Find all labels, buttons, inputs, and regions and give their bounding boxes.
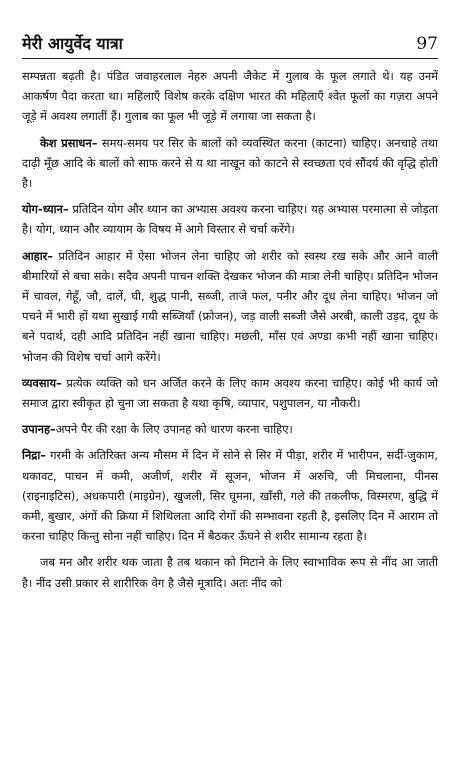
term-heading: आहार– — [22, 248, 53, 263]
paragraph-upanah — [22, 419, 438, 439]
paragraph-nidra — [22, 445, 438, 546]
running-header — [22, 26, 438, 54]
paragraph-text: प्रतिदिन आहार में ऐसा भोजन लेना चाहिए जो शरीर को स्वस्थ रख सके और आने वाली बीमारियों से बचा सके। सदैव अपनी पाचन शक्ति देखकर भोजन की मात्रा लेनी चाहिए। प्रतिदिन भोजन में चावल, गेहूँ, जौ, दालें, घी, शुद्ध पानी, सब्जी, ताजे फल, पनीर और दूध लेना चाहिए। भोजन जो पचने में भारी हों यथा सुखाई गयी सब्जियाँ (फ्रोजन), जड़ वाली सब्जी जैसे अरबी, काली उड़द, दूध के बने पदार्थ, दही आदि प्रतिदिन नहीं खाना चाहिए। मछली, माँस एवं अण्डा कभी नहीं खाना चाहिए। भोजन की विशेष चर्चा आगे करेंगे। — [22, 248, 438, 364]
paragraph-keshprasadhan — [22, 133, 438, 194]
term-heading: योग-ध्यान– — [22, 202, 69, 217]
term-heading: व्यवसाय– — [22, 375, 62, 390]
paragraph-1 — [22, 66, 438, 127]
paragraph-vyavsay — [22, 373, 438, 413]
book-title: मेरी आयुर्वेद यात्रा — [22, 34, 123, 53]
header-rule — [22, 58, 438, 59]
paragraph-text: गरमी के अतिरिक्त अन्य मौसम में दिन में सोने से सिर में पीड़ा, शरीर में भारीपन, सर्दी-जुकाम, थकावट, पाचन में कमी, अजीर्ण, शरीर में सूजन, भोजन में अरुचि, जी मिचलाना, पीनस (राइनाइटिस), अधकपारी (माइग्रेन), खुजली, सिर घूमना, खाँसी, गले की तकलीफ, विस्मरण, बुद्धि में कमी, बुखार, अंगों की क्रिया में शिथिलता आदि रोगों की सम्भावना रहती है, इसलिए दिन में आराम तो करना चाहिए किन्तु सोना नहीं चाहिए। दिन में बैठकर ऊँघने से शरीर सामान्य रहता है। — [22, 448, 438, 544]
paragraph-aahar — [22, 246, 438, 367]
term-heading: केश प्रसाधन– — [40, 135, 98, 150]
paragraph-last — [22, 552, 438, 592]
paragraph-text: जब मन और शरीर थक जाता है तब थकान को मिटाने के लिए स्वाभाविक रूप से नींद आ जाती है। नींद उसी प्रकार से शारीरिक वेग है जैसे मूत्रादि। अतः नींद को — [22, 555, 438, 590]
paragraph-text: समय-समय पर सिर के बालों को व्यवस्थित करना (काटना) चाहिए। अनचाहे तथा दाढ़ी मूँछ आदि के बालों को साफ करने से य था नाखून को काटने से स्वच्छता एवं सौंदर्य की वृद्धि होती है। — [22, 135, 438, 191]
paragraph-text: प्रत्येक व्यक्ति को धन अर्जित करने के लिए काम अवश्य करना चाहिए। कोई भी कार्य जो समाज द्वारा स्वीकृत हो चुना जा सकता है यथा कृषि, व्यापार, पशुपालन, या नौकरी। — [22, 375, 438, 411]
term-heading: उपानह– — [22, 422, 56, 437]
term-heading: निद्रा– — [22, 448, 46, 463]
paragraph-text: सम्पन्नता बढ़ती है। पंडित जवाहरलाल नेहरु अपनी जैकेट में गुलाब के फूल लगाते थे। यह उनमें आकर्षण पैदा करता था। महिलाएँ विशेष करके दक्षिण भारत की महिलाएँ श्वेत फूलों का गज़रा अपने जूड़े में अवश्य लगातीं हैं। गुलाब का फूल भी जूड़े में लगाया जा सकता है। — [22, 69, 438, 124]
paragraph-yogdhyan — [22, 199, 438, 239]
page-number: 97 — [416, 34, 438, 54]
body-text — [22, 66, 438, 599]
paragraph-text: अपने पैर की रक्षा के लिए उपानह को धारण करना चाहिए। — [55, 422, 293, 437]
paragraph-text: प्रतिदिन योग और ध्यान का अभ्यास अवश्य करना चाहिए। यह अभ्यास परमात्मा से जोड़ता है। योग, ध्यान और व्यायाम के विषय में आगे विस्तार से चर्चा करेंगे। — [22, 202, 438, 237]
